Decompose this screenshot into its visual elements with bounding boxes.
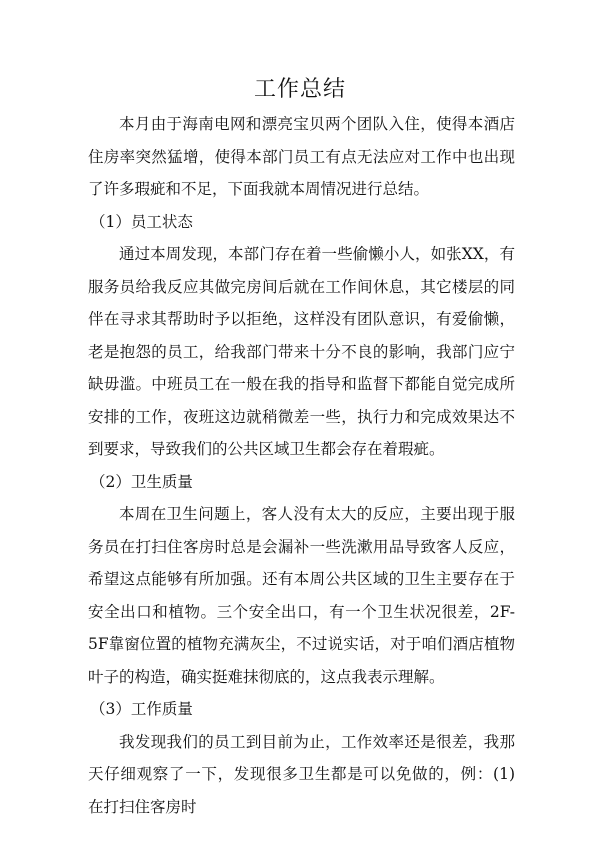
document-title: 工作总结: [253, 77, 346, 102]
section-heading-staff-status: （1）员工状态: [90, 212, 193, 231]
intro-paragraph: 本月由于海南电网和漂亮宝贝两个团队入住，使得本酒店住房率突然猛增，使得本部门员工有点无法应对工作中也出现了许多瑕疵和不足，下面我就本周情况进行总结。: [88, 115, 515, 198]
document-body: [88, 108, 515, 823]
section-heading-work-quality: （3）工作质量: [90, 700, 193, 718]
section-body-hygiene-quality: 本周在卫生问题上，客人没有太大的反应，主要出现于服务员在打扫住客房时总是会漏补一些洗漱用品导致客人反应，希望这点能够有所加强。还有本周公共区域的卫生主要存在于安全出口和植物。三个安全出口，有一个卫生状况很差，2F-5F靠窗位置的植物充满灰尘，不过说实话，对于咱们酒店植物叶子的构造，确实挺难抹彻底的，这点我表示理解。: [88, 505, 515, 686]
section-body-staff-status: 通过本周发现，本部门存在着一些偷懒小人，如张XX，有服务员给我反应其做完房间后就在工作间休息，其它楼层的同伴在寻求其帮助时予以拒绝，这样没有团队意识，有爱偷懒，老是抱怨的员工，给我部门带来十分不良的影响，我部门应宁缺毋滥。中班员工在一般在我的指导和监督下都能自觉完成所安排的工作，夜班这边就稍微差一些，执行力和完成效果达不到要求，导致我们的公共区域卫生都会存在着瑕疵。: [88, 245, 515, 458]
section-body-work-quality: 我发现我们的员工到目前为止，工作效率还是很差，我那天仔细观察了一下，发现很多卫生都是可以免做的，例：(1) 在打扫住客房时: [88, 732, 515, 816]
section-heading-hygiene-quality: （2）卫生质量: [90, 472, 193, 491]
